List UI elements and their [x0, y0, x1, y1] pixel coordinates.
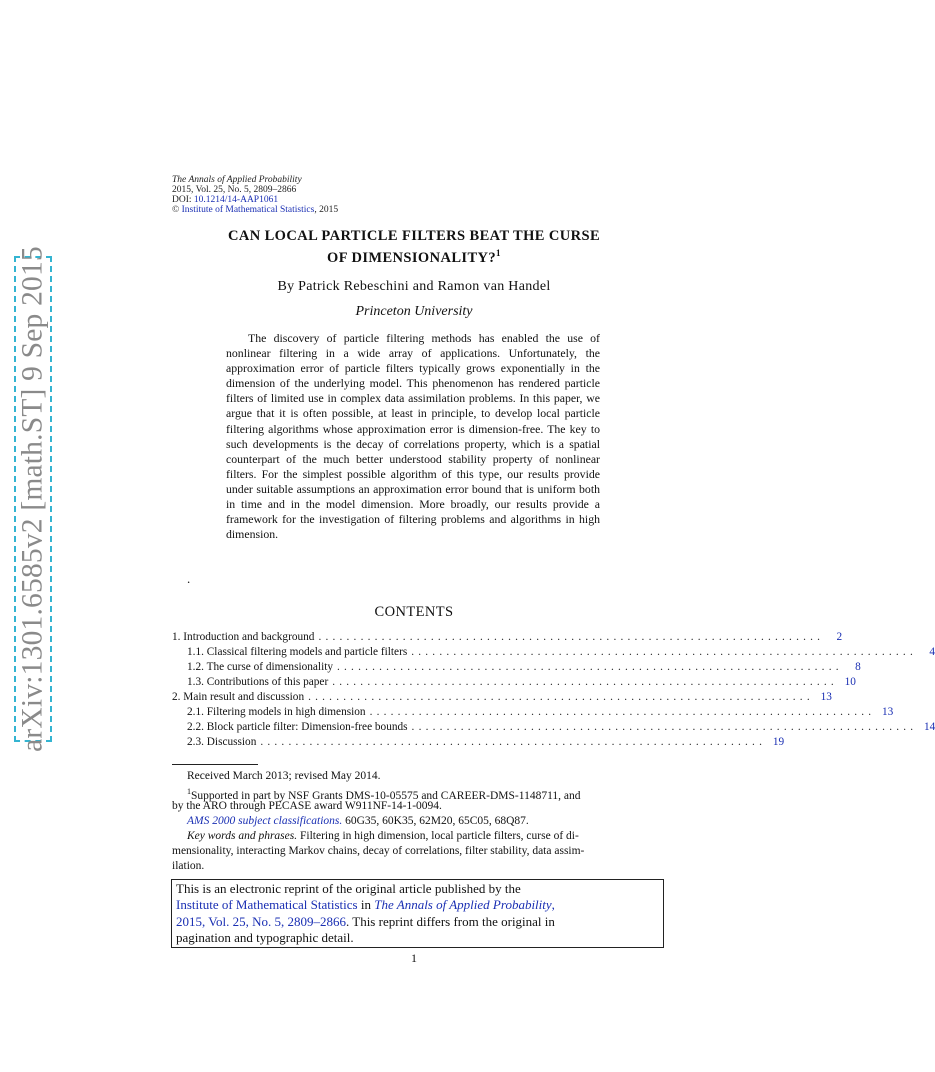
support-line-1: Supported in part by NSF Grants DMS-10-05575 and CAREER-DMS-1148711, and	[191, 789, 581, 802]
toc-leader: ........................................................................	[332, 676, 838, 688]
keywords-text-1: Filtering in high dimension, local particle filters, curse of di-	[297, 830, 579, 842]
toc-entry[interactable]	[187, 645, 935, 660]
toc-leader: ........................................................................	[411, 646, 917, 658]
received-text: Received March 2013; revised May 2014.	[187, 770, 381, 782]
title-line-1: CAN LOCAL PARTICLE FILTERS BEAT THE CURSE	[227, 228, 601, 244]
toc-entry[interactable]	[187, 660, 861, 675]
reprint-journal-link[interactable]: The Annals of Applied Probability	[374, 897, 552, 913]
toc-label: 1. Introduction and background	[172, 631, 315, 643]
reprint-volume-link[interactable]: 2015, Vol. 25, No. 5, 2809–2866	[176, 913, 346, 929]
title-line-2-text: OF DIMENSIONALITY?	[327, 249, 497, 266]
toc-entry[interactable]	[187, 735, 785, 750]
toc-label: 1.3. Contributions of this paper	[187, 676, 329, 688]
toc-leader: ........................................................................	[337, 661, 843, 673]
toc-label: 2. Main result and discussion	[172, 691, 305, 703]
reprint-institute-link[interactable]: Institute of Mathematical Statistics	[176, 897, 358, 913]
toc-leader: ........................................................................	[411, 721, 918, 733]
reprint-line-1: This is an electronic reprint of the original article published by the	[176, 881, 521, 896]
doi-link[interactable]: 10.1214/14-AAP1061	[193, 195, 279, 205]
keywords-line-1	[172, 829, 656, 844]
reprint-line-3	[176, 914, 663, 930]
keywords-line-2: mensionality, interacting Markov chains, decay of correlations, filter stability, data assim-	[172, 845, 585, 857]
toc-leader: ........................................................................	[318, 631, 825, 643]
toc-page-link[interactable]: 4	[929, 646, 935, 658]
toc-page-link[interactable]: 10	[844, 676, 856, 688]
copyright-year: , 2015	[314, 205, 339, 215]
arxiv-stamp	[14, 246, 52, 752]
toc-page-link[interactable]: 13	[820, 691, 832, 703]
reprint-line-2	[176, 897, 663, 913]
reprint-notice	[171, 879, 664, 948]
toc-page-link[interactable]: 19	[772, 736, 785, 748]
abstract: The discovery of particle filtering methods has enabled the use of nonlinear filtering in a wide array of applications. Unfortunately, the approximation error of particle filters typically grows exponentially in the dimension of the underlying model. This phenomenon has rendered particle filters of limited use in complex data assimilation problems. In this paper, we argue that it is often possible, at least in principle, to develop local particle filtering algorithms whose approximation error is dimension-free. The key to such developments is the decay of correlations property, which is a spatial counterpart of the much better understood stability property of nonlinear filters. For the simplest possible algorithm of this type, our results provide under suitable assumptions an approximation error bound that is uniform both in time and in the model dimension. More broadly, our results provide a framework for the investigation of filtering problems and algorithms in high dimension.	[226, 331, 600, 542]
toc-label: 1.2. The curse of dimensionality	[187, 661, 333, 673]
reprint-comma: ,	[551, 897, 555, 913]
copyright-line	[172, 205, 338, 215]
toc-page-link[interactable]: 14	[924, 721, 935, 733]
authors: By Patrick Rebeschini and Ramon van Handel	[277, 279, 551, 294]
ams-link[interactable]: AMS 2000 subject classifications.	[187, 815, 343, 827]
toc-entry[interactable]	[172, 630, 843, 645]
toc-page-link[interactable]: 13	[882, 706, 894, 718]
doi-line	[172, 195, 278, 205]
reprint-line-3-rest: . This reprint differs from the original in	[345, 913, 555, 929]
keywords-line-3: ilation.	[172, 860, 205, 872]
toc-entry[interactable]	[172, 690, 832, 705]
paper-title	[170, 228, 658, 267]
toc-entry[interactable]	[187, 720, 935, 735]
affiliation: Princeton University	[355, 304, 473, 319]
title-line-2	[170, 245, 658, 267]
volume-line: 2015, Vol. 25, No. 5, 2809–2866	[172, 185, 297, 195]
page-number: 1	[411, 951, 417, 965]
institute-link[interactable]: Institute of Mathematical Statistics	[181, 205, 315, 215]
toc-entry[interactable]	[187, 675, 856, 690]
ams-codes: 60G35, 60K35, 62M20, 65C05, 68Q87.	[342, 815, 529, 827]
toc-label: 1.1. Classical filtering models and particle filters	[187, 646, 408, 658]
keywords-label: Key words and phrases.	[187, 830, 298, 842]
toc-page-link[interactable]: 2	[836, 631, 843, 643]
title-footnote-mark[interactable]: 1	[496, 248, 501, 258]
toc-label: 2.1. Filtering models in high dimension	[187, 706, 366, 718]
support-footnote-mark: 1	[187, 787, 191, 796]
toc-label: 2.3. Discussion	[187, 736, 257, 748]
stray-dot: .	[187, 571, 191, 586]
journal-name[interactable]: The Annals of Applied Probability	[172, 175, 302, 185]
toc-leader: ........................................................................	[260, 736, 767, 748]
ams-classification	[172, 814, 656, 829]
copyright-icon: ©	[172, 205, 180, 215]
toc-leader: ........................................................................	[308, 691, 814, 703]
arxiv-identifier: arXiv:1301.6585v2 [math.ST] 9 Sep 2015	[16, 246, 49, 752]
toc-leader: ........................................................................	[369, 706, 876, 718]
reprint-in: in	[357, 897, 375, 913]
support-line-2: by the ARO through PECASE award W911NF-14-1-0094.	[172, 800, 442, 812]
toc-label: 2.2. Block particle filter: Dimension-free bounds	[187, 721, 408, 733]
received-note	[172, 769, 656, 784]
toc-entry[interactable]	[187, 705, 894, 720]
reprint-line-4: pagination and typographic detail.	[176, 930, 354, 946]
doi-prefix: DOI:	[172, 195, 194, 205]
contents-heading: CONTENTS	[374, 604, 454, 620]
footnote-rule	[172, 764, 258, 765]
toc-page-link[interactable]: 8	[855, 661, 861, 673]
